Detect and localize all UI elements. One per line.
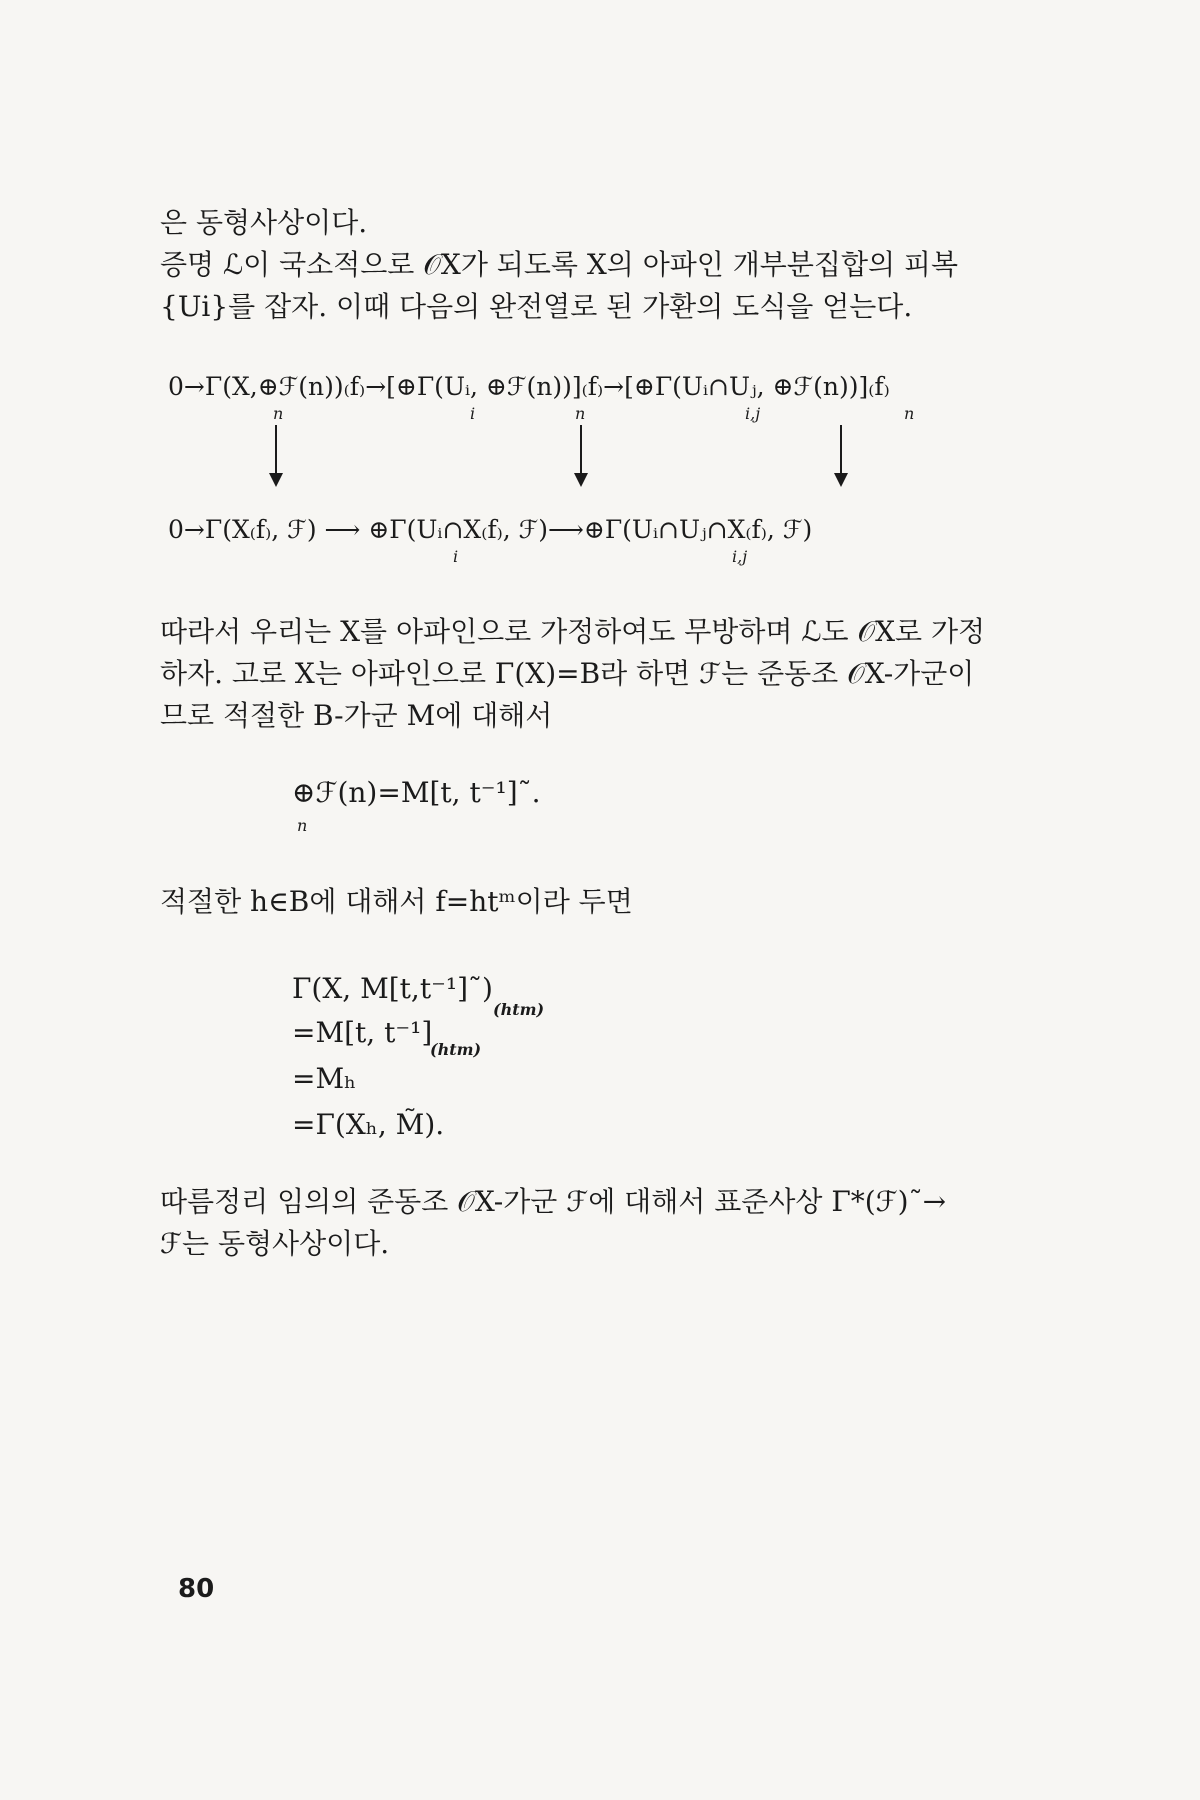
text-line-6: 므로 적절한 B-가군 M에 대해서 — [160, 699, 553, 732]
text-line-4: 따라서 우리는 X를 아파인으로 가정하여도 무방하며 ℒ도 𝒪X로 가정 — [160, 615, 986, 648]
vertical-arrow-3 — [840, 425, 842, 485]
vertical-arrow-1 — [275, 425, 277, 485]
equation-direct-sum: ⊕ℱ(n)=M[t, t⁻¹]˜. — [292, 776, 541, 809]
diagram-top-sub-4: i,j — [745, 404, 761, 423]
equation-direct-sum-index: n — [297, 816, 308, 835]
diagram-top-sub-1: n — [273, 404, 284, 423]
equation-line-3: =Mₕ — [292, 1062, 357, 1095]
text-line-5: 하자. 고로 X는 아파인으로 Γ(X)=B라 하면 ℱ는 준동조 𝒪X-가군이 — [160, 657, 975, 690]
proof-line-2: {Ui}를 잡자. 이때 다음의 완전열로 된 가환의 도식을 얻는다. — [160, 290, 913, 323]
equation-line-1-subscript: (htm) — [493, 1000, 545, 1019]
vertical-arrow-2 — [580, 425, 582, 485]
equation-line-4: =Γ(Xₕ, M̃). — [292, 1108, 445, 1141]
page-number: 80 — [178, 1574, 215, 1604]
diagram-top-sub-5: n — [904, 404, 915, 423]
diagram-bottom-sub-2: i,j — [732, 547, 748, 566]
diagram-top-row: 0→Γ(X,⊕ℱ(n))₍f₎→[⊕Γ(Uᵢ, ⊕ℱ(n))]₍f₎→[⊕Γ(Uᵢ∩Uⱼ, ⊕ℱ(n))]₍f₎ — [168, 372, 890, 401]
diagram-bottom-row: 0→Γ(X₍f₎, ℱ) ⟶ ⊕Γ(Uᵢ∩X₍f₎, ℱ)⟶⊕Γ(Uᵢ∩Uⱼ∩X₍f₎, ℱ) — [168, 515, 813, 544]
diagram-top-sub-2: i — [470, 404, 476, 423]
equation-line-2-subscript: (htm) — [430, 1040, 482, 1059]
text-line-7: 적절한 h∈B에 대해서 f=htᵐ이라 두면 — [160, 885, 633, 918]
diagram-bottom-sub-1: i — [453, 547, 459, 566]
corollary-line-2: ℱ는 동형사상이다. — [160, 1227, 390, 1260]
text-line-1: 은 동형사상이다. — [160, 206, 368, 239]
corollary-line-1: 따름정리 임의의 준동조 𝒪X-가군 ℱ에 대해서 표준사상 Γ*(ℱ)˜→ — [160, 1185, 947, 1218]
equation-line-2: =M[t, t⁻¹] — [292, 1016, 433, 1049]
proof-line-1: 증명 ℒ이 국소적으로 𝒪X가 되도록 X의 아파인 개부분집합의 피복 — [160, 248, 959, 281]
diagram-top-sub-3: n — [575, 404, 586, 423]
equation-line-1: Γ(X, M[t,t⁻¹]˜) — [292, 972, 493, 1005]
